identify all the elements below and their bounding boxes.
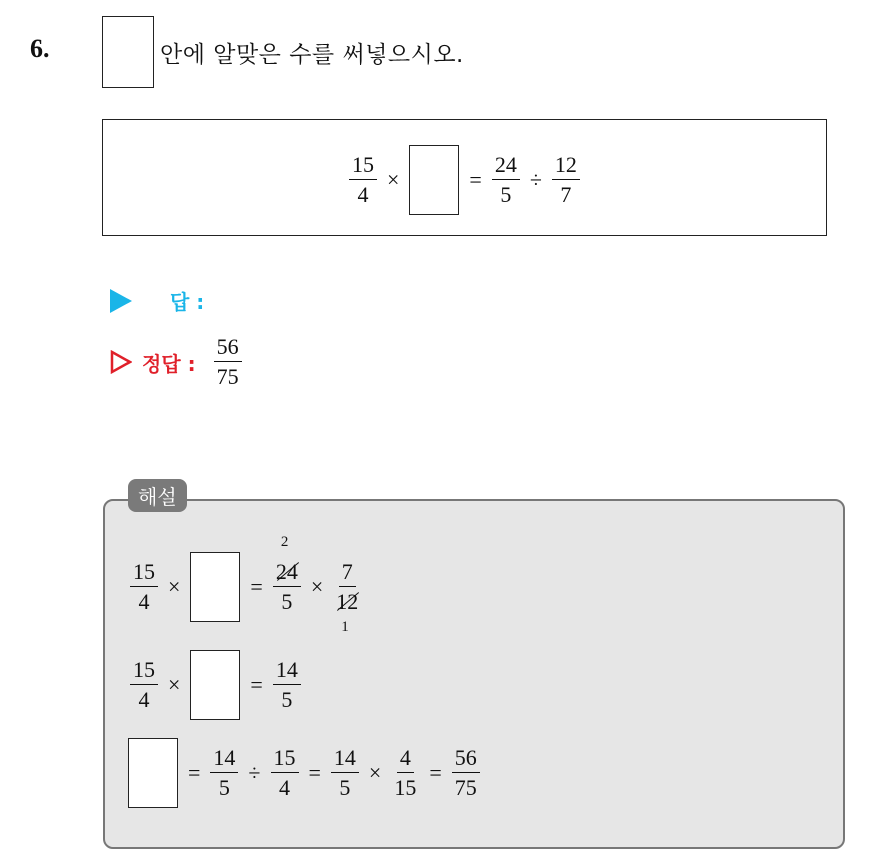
fraction	[391, 747, 419, 799]
answer-label: 답 :	[170, 290, 205, 314]
numerator: 24	[492, 154, 520, 180]
correct-answer-label: 정답 :	[142, 351, 196, 376]
numerator: 15	[130, 659, 158, 685]
cancelled-denominator: 12	[336, 589, 359, 614]
denominator: 4	[357, 182, 369, 207]
correct-answer-line	[110, 336, 246, 388]
equals-sign: =	[429, 760, 442, 785]
correct-answer-fraction	[214, 336, 242, 388]
blank-box-icon	[190, 552, 240, 622]
blank-box-icon	[190, 650, 240, 720]
cancelled-numerator: 24	[275, 559, 298, 584]
numerator: 56	[214, 336, 242, 362]
fraction	[273, 659, 301, 711]
denominator: 5	[281, 687, 293, 712]
numerator	[273, 534, 301, 587]
solution-step-2	[126, 650, 305, 720]
times-sign: ×	[168, 574, 181, 599]
fraction	[331, 747, 359, 799]
denominator: 4	[279, 775, 290, 800]
times-sign: ×	[168, 672, 181, 697]
reduced-denominator: 1	[341, 619, 349, 635]
problem-equation	[345, 145, 584, 215]
blank-box-icon	[102, 16, 154, 88]
numerator: 14	[273, 659, 301, 685]
numerator: 4	[397, 747, 414, 773]
times-sign: ×	[368, 760, 382, 785]
play-triangle-icon	[110, 289, 132, 313]
denominator: 75	[216, 364, 239, 389]
equals-sign: =	[250, 574, 263, 599]
numerator: 15	[130, 561, 158, 587]
solution-tag: 해설	[128, 479, 187, 512]
denominator: 5	[281, 589, 293, 614]
fraction	[210, 747, 238, 799]
denominator: 5	[218, 775, 230, 800]
denominator: 75	[454, 775, 477, 800]
fraction	[271, 747, 299, 799]
denominator: 15	[394, 775, 417, 800]
numerator: 7	[339, 561, 356, 587]
question-instruction: 안에 알맞은 수를 써넣으시오.	[160, 42, 464, 68]
solution-step-1	[126, 534, 365, 635]
fraction	[130, 659, 158, 711]
solution-step-3	[124, 738, 484, 808]
question-number: 6.	[30, 34, 50, 63]
blank-box-icon	[128, 738, 178, 808]
equals-sign: =	[469, 167, 482, 192]
equals-sign: =	[308, 760, 321, 785]
denominator: 4	[138, 687, 150, 712]
denominator: 7	[560, 182, 572, 207]
fraction	[130, 561, 158, 613]
fraction-b	[492, 154, 520, 206]
denominator: 4	[138, 589, 150, 614]
denominator: 5	[500, 182, 512, 207]
denominator	[333, 587, 361, 635]
reduced-numerator: 2	[280, 534, 289, 550]
times-sign: ×	[310, 574, 324, 599]
fraction-a	[349, 154, 377, 206]
fraction	[273, 534, 301, 614]
numerator: 14	[331, 747, 359, 773]
numerator: 15	[271, 747, 299, 773]
answer-line	[110, 286, 204, 315]
numerator: 12	[552, 154, 580, 180]
fraction-c	[552, 154, 580, 206]
numerator: 14	[210, 747, 238, 773]
fraction	[452, 747, 480, 799]
denominator: 5	[339, 775, 351, 800]
divide-sign: ÷	[248, 760, 261, 785]
equals-sign: =	[188, 760, 201, 785]
fraction	[333, 559, 361, 635]
equals-sign: =	[250, 672, 263, 697]
answer-blank-box[interactable]	[409, 145, 459, 215]
numerator: 56	[452, 747, 480, 773]
times-sign: ×	[387, 167, 400, 192]
outline-triangle-icon	[110, 350, 132, 374]
divide-sign: ÷	[529, 167, 542, 192]
numerator: 15	[349, 154, 377, 180]
